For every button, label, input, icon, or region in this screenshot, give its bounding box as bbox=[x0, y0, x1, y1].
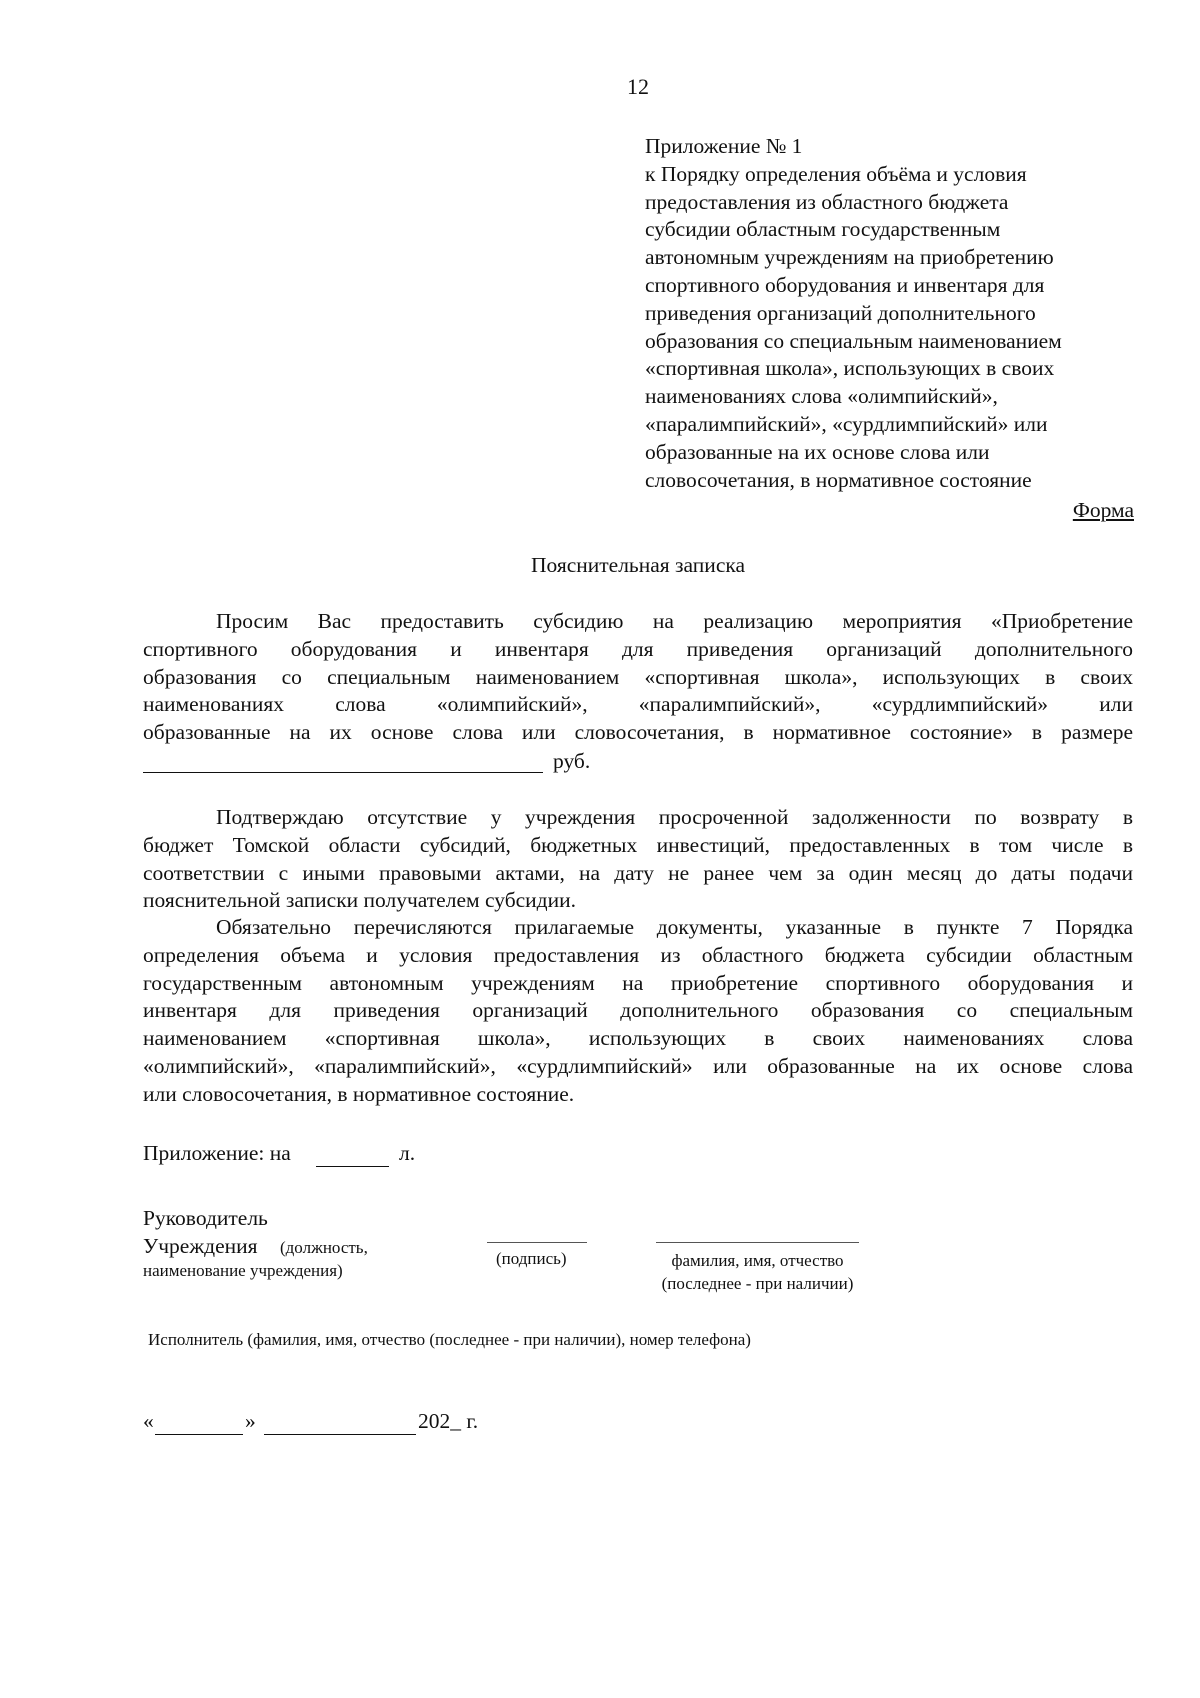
head-label: Руководитель bbox=[143, 1206, 268, 1230]
institution-note: (должность, bbox=[280, 1238, 368, 1257]
appendix-line: словосочетания, в нормативное состояние bbox=[645, 467, 1032, 492]
attachment-suffix: л. bbox=[399, 1141, 416, 1165]
amount-blank-field[interactable] bbox=[143, 772, 543, 773]
appendix-line: приведения организаций дополнительного bbox=[645, 300, 1036, 325]
executor-label: Исполнитель (фамилия, имя, отчество (последнее - при наличии), номер телефона) bbox=[148, 1330, 751, 1349]
appendix-line: наименованиях слова «олимпийский», bbox=[645, 384, 998, 409]
paragraph-line: инвентаря для приведения организаций дополнительного образования со специальным bbox=[143, 998, 1133, 1023]
form-label: Форма bbox=[1072, 498, 1134, 522]
paragraph-line: государственным автономным учреждениям на приобретение спортивного оборудования и bbox=[143, 970, 1133, 995]
institution-note-2: наименование учреждения) bbox=[143, 1261, 343, 1280]
appendix-line: образованные на их основе слова или bbox=[645, 439, 990, 464]
paragraph-line: наименованием «спортивная школа», использующих в своих наименованиях слова bbox=[143, 1026, 1133, 1051]
paragraph-line: бюджет Томской области субсидий, бюджетных инвестиций, предоставленных в том числе в bbox=[143, 832, 1133, 857]
paragraph-line: образованные на их основе слова или словосочетания, в нормативное состояние» в размере bbox=[143, 720, 1133, 745]
paragraph-line: соответствии с иными правовыми актами, на дату не ранее чем за один месяц до даты подачи bbox=[143, 860, 1133, 885]
appendix-line: предоставления из областного бюджета bbox=[645, 189, 1009, 214]
signature-blank-field[interactable] bbox=[487, 1242, 587, 1243]
appendix-line: «паралимпийский», «сурдлимпийский» или bbox=[645, 411, 1048, 436]
paragraph-line: или словосочетания, в нормативное состояние. bbox=[143, 1081, 575, 1106]
paragraph-line: образования со специальным наименованием «спортивная школа», использующих в своих bbox=[143, 664, 1133, 689]
date-year: 202_ г. bbox=[418, 1409, 479, 1433]
attachment-pages-blank-field[interactable] bbox=[316, 1166, 389, 1167]
attachment-prefix: Приложение: на bbox=[143, 1141, 291, 1165]
paragraph-confirmation bbox=[143, 804, 1133, 915]
appendix-line: Приложение № 1 bbox=[645, 134, 803, 158]
paragraph-line: Обязательно перечисляются прилагаемые документы, указанные в пункте 7 Порядка bbox=[216, 915, 1133, 939]
date-open-quote: « bbox=[143, 1409, 154, 1433]
paragraph-line: «олимпийский», «паралимпийский», «сурдлимпийский» или образованные на их основе слова bbox=[143, 1053, 1133, 1078]
paragraph-documents bbox=[143, 914, 1133, 1109]
paragraph-line: Просим Вас предоставить субсидию на реализацию мероприятия «Приобретение bbox=[216, 609, 1133, 633]
full-name-note: (последнее - при наличии) bbox=[661, 1274, 854, 1293]
paragraph-request bbox=[143, 608, 1133, 747]
appendix-line: автономным учреждениям на приобретению bbox=[645, 245, 1054, 270]
full-name-label: фамилия, имя, отчество bbox=[671, 1251, 844, 1270]
paragraph-line: наименованиях слова «олимпийский», «паралимпийский», «сурдлимпийский» или bbox=[143, 692, 1133, 717]
appendix-line: образования со специальным наименованием bbox=[645, 328, 1062, 353]
signature-label: (подпись) bbox=[496, 1249, 567, 1268]
document-title: Пояснительная записка bbox=[530, 553, 746, 577]
date-day-blank-field[interactable] bbox=[155, 1434, 243, 1435]
paragraph-line: спортивного оборудования и инвентаря для приведения организаций дополнительного bbox=[143, 636, 1133, 661]
appendix-line: субсидии областным государственным bbox=[645, 217, 1001, 242]
currency-label: руб. bbox=[553, 749, 591, 773]
page-number: 12 bbox=[627, 74, 649, 99]
date-close-quote: » bbox=[245, 1409, 256, 1433]
appendix-line: к Порядку определения объёма и условия bbox=[645, 161, 1027, 186]
institution-label: Учреждения bbox=[143, 1234, 258, 1258]
paragraph-line: пояснительной записки получателем субсидии. bbox=[143, 888, 577, 913]
appendix-block bbox=[645, 133, 1135, 494]
date-month-blank-field[interactable] bbox=[264, 1434, 416, 1435]
paragraph-line: Подтверждаю отсутствие у учреждения просроченной задолженности по возврату в bbox=[216, 805, 1133, 829]
paragraph-line: определения объема и условия предоставления из областного бюджета субсидии областным bbox=[143, 942, 1133, 967]
appendix-line: «спортивная школа», использующих в своих bbox=[645, 356, 1055, 381]
appendix-line: спортивного оборудования и инвентаря для bbox=[645, 272, 1045, 297]
full-name-blank-field[interactable] bbox=[656, 1242, 859, 1243]
